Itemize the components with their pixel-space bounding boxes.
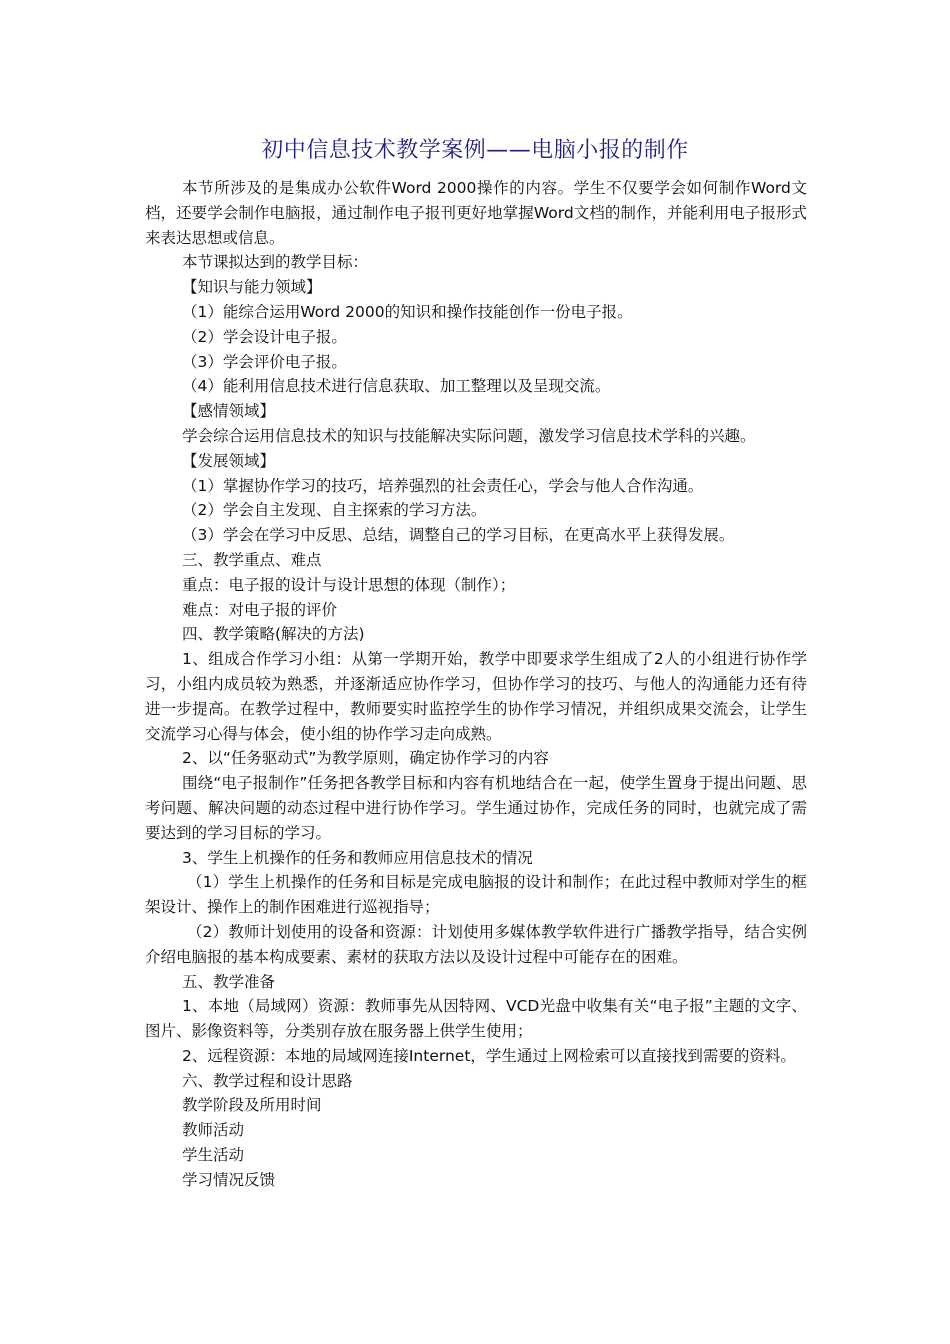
- paragraph: 2、远程资源：本地的局域网连接Internet，学生通过上网检索可以直接找到需要的资料。: [182, 1046, 796, 1065]
- section-heading-preparation: 五、教学准备: [182, 972, 276, 991]
- document-title: 初中信息技术教学案例——电脑小报的制作: [261, 138, 689, 163]
- list-item: 学习情况反馈: [182, 1170, 276, 1189]
- section-heading-process: 六、教学过程和设计思路: [182, 1071, 353, 1090]
- document-body: [145, 176, 807, 1193]
- paragraph: 学会综合运用信息技术的知识与技能解决实际问题，激发学习信息技术学科的兴趣。: [182, 426, 756, 445]
- list-item: （4）能利用信息技术进行信息获取、加工整理以及呈现交流。: [182, 377, 611, 396]
- paragraph: （2）教师计划使用的设备和资源：计划使用多媒体教学软件进行广播教学指导，结合实例介绍电脑报的基本构成要素、素材的获取方法以及设计过程中可能存在的困难。: [145, 922, 807, 966]
- section-heading-knowledge: 【知识与能力领域】: [182, 278, 322, 297]
- paragraph: 1、本地（局域网）资源：教师事先从因特网、VCD光盘中收集有关“电子报”主题的文字、图片、影像资料等，分类别存放在服务器上供学生使用；: [145, 997, 807, 1041]
- list-item: 学生活动: [182, 1146, 245, 1165]
- paragraph: 围绕“电子报制作”任务把各教学目标和内容有机地结合在一起，使学生置身于提出问题、思考问题、解决问题的动态过程中进行协作学习。学生通过协作，完成任务的同时，也就完成了需要达到的学习目标的学习。: [145, 774, 807, 842]
- paragraph: （1）学生上机操作的任务和目标是完成电脑报的设计和制作；在此过程中教师对学生的框架设计、操作上的制作困难进行巡视指导；: [145, 873, 807, 917]
- paragraph: 3、学生上机操作的任务和教师应用信息技术的情况: [182, 848, 533, 867]
- section-heading-strategy: 四、教学策略(解决的方法): [182, 625, 365, 644]
- list-item: （3）学会评价电子报。: [182, 352, 347, 371]
- list-item: （2）学会自主发现、自主探索的学习方法。: [182, 501, 487, 520]
- section-heading-development: 【发展领域】: [182, 451, 276, 470]
- paragraph: 难点：对电子报的评价: [182, 600, 338, 619]
- section-heading-emotion: 【感情领域】: [182, 402, 276, 421]
- list-item: 教师活动: [182, 1121, 245, 1140]
- paragraph: 2、以“任务驱动式”为教学原则，确定协作学习的内容: [182, 749, 549, 768]
- list-item: （3）学会在学习中反思、总结，调整自己的学习目标，在更高水平上获得发展。: [182, 526, 735, 545]
- paragraph: 重点：电子报的设计与设计思想的体现（制作）；: [182, 575, 516, 594]
- list-item: （1）掌握协作学习的技巧，培养强烈的社会责任心，学会与他人合作沟通。: [182, 476, 704, 495]
- list-item: （1）能综合运用Word 2000的知识和操作技能创作一份电子报。: [182, 302, 633, 321]
- paragraph: 1、组成合作学习小组：从第一学期开始，教学中即要求学生组成了2人的小组进行协作学习，小组内成员较为熟悉，并逐渐适应协作学习，但协作学习的技巧、与他人的沟通能力还有待进一步提高。在教学过程中，教师要实时监控学生的协作学习情况，并组织成果交流会，让学生交流学习心得与体会，使小组的协作学习走向成熟。: [145, 650, 807, 743]
- list-item: 教学阶段及所用时间: [182, 1096, 322, 1115]
- list-item: （2）学会设计电子报。: [182, 327, 347, 346]
- intro-paragraph: 本节所涉及的是集成办公软件Word 2000操作的内容。学生不仅要学会如何制作Word文档，还要学会制作电脑报，通过制作电子报刊更好地掌握Word文档的制作，并能利用电子报形式来表达思想或信息。: [145, 179, 807, 247]
- goals-intro: 本节课拟达到的教学目标：: [182, 253, 369, 272]
- section-heading-key-points: 三、教学重点、难点: [182, 550, 322, 569]
